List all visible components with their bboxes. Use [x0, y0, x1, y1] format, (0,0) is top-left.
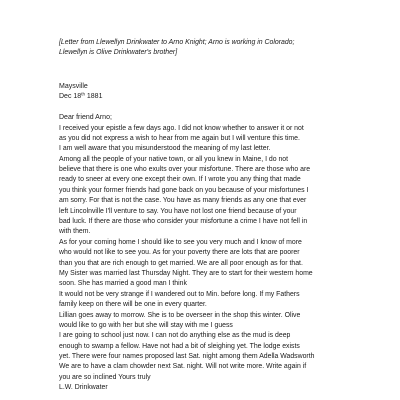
letter-body-line: Among all the people of your native town, or all you knew in Maine, I do not [59, 155, 289, 163]
letter-body-line: you think your former friends had gone back on you because of your misfortunes I [59, 186, 309, 194]
letter-body-line: L.W. Drinkwater [59, 384, 108, 392]
letter-body-line: I received your epistle a few days ago. I did not know whether to answer it or not [59, 124, 304, 132]
letter-date [59, 92, 102, 102]
letter-body-line: Lillian goes away to morrow. She is to be overseer in the shop this winter. Olive [59, 311, 301, 319]
letter-body [59, 124, 399, 394]
letter-body-line: I am well aware that you misunderstood the meaning of my last letter. [59, 145, 271, 153]
date-ordinal-suffix: th [81, 91, 85, 97]
letter-body-line: left Lincolnville I'll venture to say. You have not lost one friend because of your [59, 207, 297, 215]
date-year: 1881 [84, 93, 103, 100]
letter-body-line: would like to go with her but she will stay with me I guess [59, 321, 233, 329]
date-day: Dec 18 [59, 93, 82, 100]
letter-body-line: It would not be very strange if I wandered out to Min. before long. If my Fathers [59, 290, 300, 298]
letter-body-line: am sorry. For that is not the case. You have as many friends as any one that ever [59, 197, 307, 205]
letter-body-line: than you that are rich enough to get married. We are all poor enough as for that. [59, 259, 303, 267]
editorial-note-line: [Letter from Llewellyn Drinkwater to Arno Knight; Arno is working in Colorado; [59, 39, 295, 46]
letter-body-line: believe that there is one who exults over your misfortune. There are those who are [59, 166, 311, 174]
editorial-note [59, 38, 359, 59]
letter-body-line: enough to swamp a fellow. Have not had a bit of sleighing yet. The lodge exists [59, 342, 300, 350]
letter-body-line: with them. [59, 228, 91, 236]
letter-body-line: who would not like to see you. As for your poverty there are lots that are poorer [59, 249, 300, 257]
letter-body-line: yet. There were four names proposed last Sat. night among them Adella Wadsworth [59, 353, 315, 361]
letter-body-line: My Sister was married last Thursday Night. They are to start for their western home [59, 269, 313, 277]
letter-body-line: I are going to school just now. I can not do anything else as the mud is deep [59, 332, 291, 340]
salutation: Dear friend Arno; [59, 114, 112, 121]
letter-body-line: We are to have a clam chowder next Sat. night. Will not write more. Write again if [59, 363, 307, 371]
letter-body-line: As for your coming home I should like to see you very much and I know of more [59, 238, 302, 246]
letter-body-line: bad luck. If there are those who consider your misfortune a crime I have not fell in [59, 218, 308, 226]
editorial-note-line: Llewellyn is Olive Drinkwater's brother] [59, 49, 178, 57]
letter-body-line: you are so inclined Yours truly [59, 373, 151, 381]
letter-body-line: ready to sneer at every one except their own. If I wrote you any thing that made [59, 176, 301, 184]
letter-place: Maysville [59, 83, 88, 90]
letter-body-line: as you did not express a wish to hear from me again but I will venture this time. [59, 134, 300, 142]
letter-body-line: family keep on there will be one in every quarter. [59, 301, 207, 309]
letter-body-line: soon. She has married a good man I think [59, 280, 187, 288]
